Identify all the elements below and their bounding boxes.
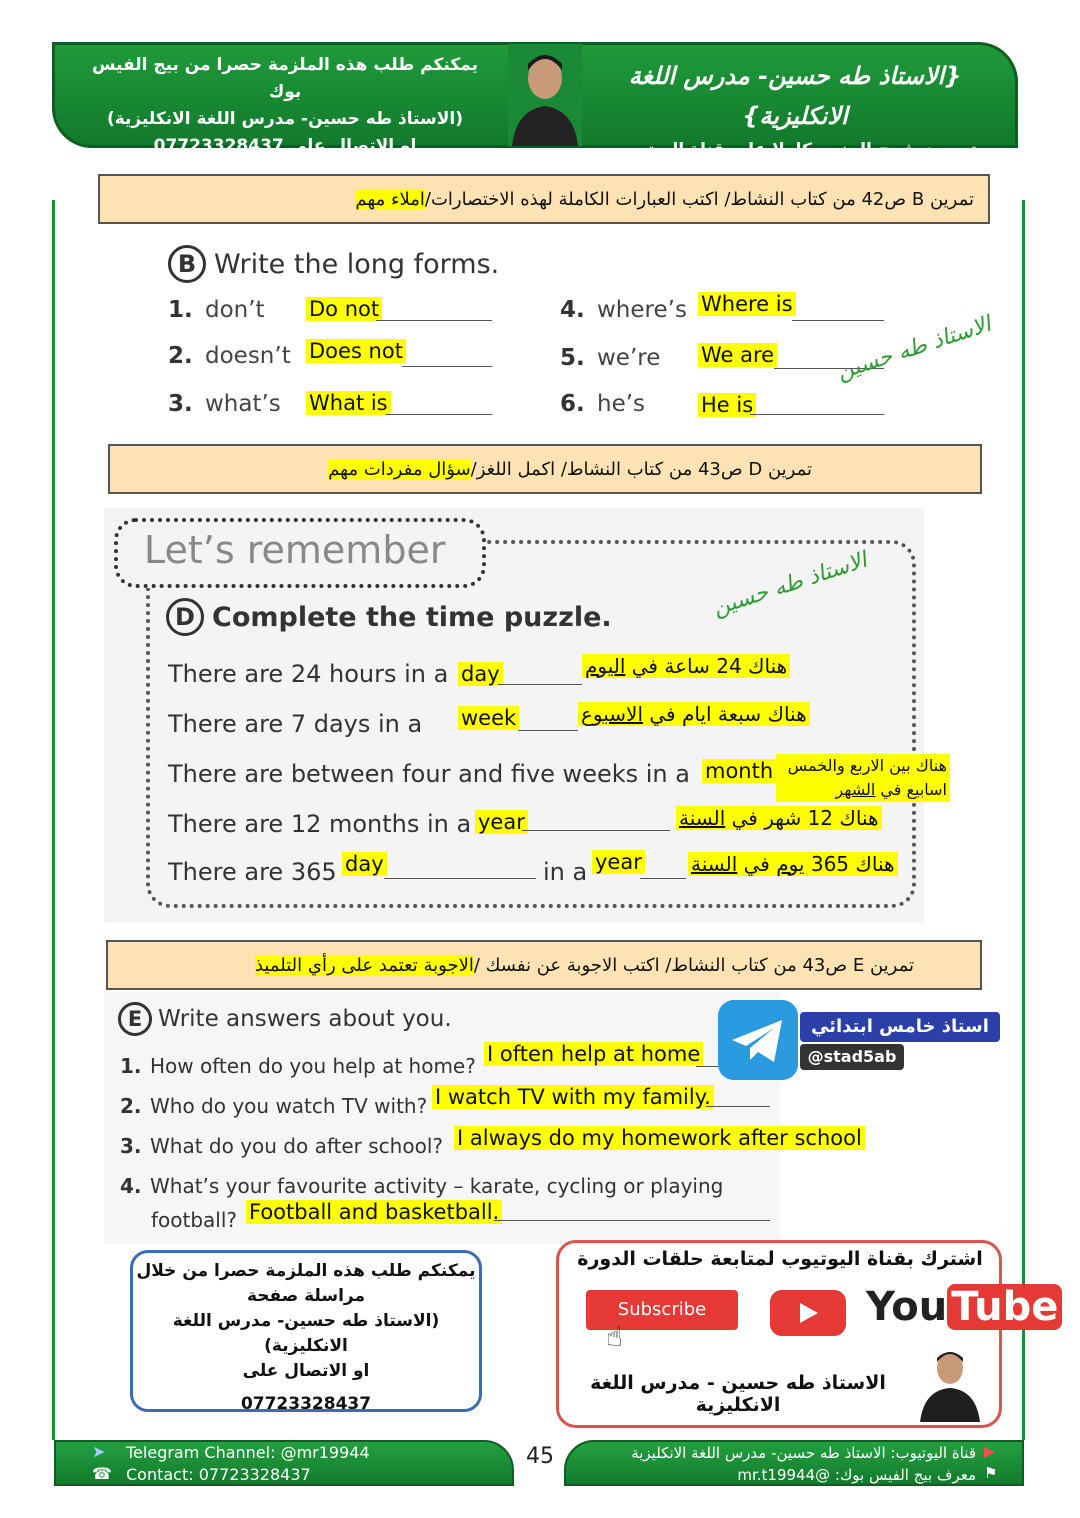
e-answer-4: Football and basketball.	[246, 1200, 502, 1224]
youtube-small-icon: ▶	[984, 1444, 995, 1460]
item-number: 4.	[560, 297, 585, 323]
order-line-2: مراسلة صفحة	[246, 1286, 366, 1306]
question: Who do you watch TV with?	[150, 1094, 428, 1118]
arabic-text: هناك سبعة ايام في	[643, 702, 807, 726]
watermark-d: الاستاذ طه حسين	[710, 547, 871, 622]
arabic-text: هناك 24 ساعة في	[625, 654, 788, 678]
order-phone: 07723328437	[240, 1394, 372, 1414]
answer-line	[518, 730, 578, 731]
item-number: 2.	[120, 1094, 142, 1118]
puzzle-sentence-5-start: There are 365	[168, 858, 337, 886]
exercise-e-item-4	[120, 1174, 724, 1198]
short-form: what’s	[205, 391, 281, 417]
answer-line	[376, 320, 492, 321]
answer-line	[386, 414, 492, 415]
arabic-text: هناك 365	[804, 852, 895, 876]
answer-line	[494, 1220, 770, 1221]
answer-line	[750, 414, 884, 415]
footer-facebook-id: معرف بيج الفيس بوك: @mr.t19944	[737, 1466, 976, 1484]
header-order-info	[80, 52, 490, 160]
youtube-logo-you: You	[866, 1284, 948, 1330]
exercise-e-title: Write answers about you.	[158, 1006, 452, 1032]
header-subtitle: تجدون شرح المنهج كاملا على قناة اليوتيوب	[613, 140, 977, 160]
puzzle-answer-4: year	[475, 810, 528, 834]
puzzle-sentence-2: There are 7 days in a	[168, 710, 423, 738]
question: How often do you help at home?	[150, 1054, 476, 1078]
header-left-line2: (الاستاذ طه حسين- مدرس اللغة الانكليزية)	[106, 109, 464, 129]
youtube-logo-tube: Tube	[947, 1284, 1062, 1330]
exercise-b-letter: B	[168, 245, 206, 283]
puzzle-arabic-3	[776, 754, 950, 802]
exercise-b-item-5	[560, 345, 661, 371]
arabic-key: الاسبوع	[581, 702, 644, 726]
arabic-text: في	[737, 852, 777, 876]
exercise-b-item-3	[168, 391, 281, 417]
exercise-b-title: Write the long forms.	[214, 248, 500, 280]
subscribe-button[interactable]: Subscribe	[586, 1290, 738, 1330]
exercise-e-instruction-highlight: الاجوبة تعتمد على رأي التلميذ	[254, 954, 474, 976]
header-left-line3: او الاتصال على 07723328437	[153, 136, 417, 156]
order-info-box	[130, 1250, 482, 1412]
puzzle-arabic-5	[688, 852, 898, 876]
puzzle-arabic-4	[676, 806, 882, 830]
answer-line	[402, 366, 492, 367]
exercise-e-letter: E	[118, 1002, 152, 1036]
exercise-e-item-2	[120, 1094, 428, 1118]
arabic-text: هناك بين الاربع والخمس اسابيع في	[787, 756, 947, 799]
puzzle-answer-5a: day	[342, 852, 387, 876]
exercise-e-item-4-line2: football?	[151, 1208, 238, 1232]
short-form: we’re	[597, 345, 661, 371]
page-number: 45	[526, 1444, 554, 1469]
question: What do you do after school?	[150, 1134, 443, 1158]
exercise-e-item-1	[120, 1054, 476, 1078]
exercise-d-letter: D	[166, 598, 204, 636]
item-number: 3.	[120, 1134, 142, 1158]
item-number: 2.	[168, 343, 193, 369]
youtube-teacher-name: الاستاذ طه حسين - مدرس اللغة الانكليزية	[590, 1372, 886, 1416]
youtube-logo	[866, 1284, 1062, 1330]
answer-4: Where is	[698, 292, 796, 316]
arabic-key: السنة	[691, 852, 738, 876]
exercise-d-title: Complete the time puzzle.	[212, 601, 612, 633]
exercise-b-item-6	[560, 391, 646, 417]
puzzle-answer-2: week	[458, 706, 519, 730]
header-title-box	[600, 56, 990, 192]
exercise-d-instruction-text: تمرين D ص43 من كتاب النشاط/ اكمل اللغز/	[470, 458, 812, 480]
telegram-small-icon: ➤	[92, 1442, 106, 1461]
short-form: doesn’t	[205, 343, 291, 369]
exercise-b-item-2	[168, 343, 291, 369]
order-line-1: يمكنكم طلب هذه الملزمة حصرا من خلال	[136, 1261, 476, 1281]
arabic-key: السنة	[679, 806, 726, 830]
flag-icon: ⚑	[984, 1464, 998, 1482]
puzzle-arabic-2	[578, 702, 810, 726]
answer-line	[706, 1106, 770, 1107]
short-form: where’s	[597, 297, 687, 323]
arabic-key: يوم	[776, 852, 805, 876]
item-number: 6.	[560, 391, 585, 417]
youtube-box-title: اشترك بقناة اليوتيوب لمتابعة حلقات الدورة	[577, 1248, 983, 1270]
exercise-e-heading	[118, 1002, 452, 1036]
telegram-badge-handle[interactable]: @stad5ab	[800, 1044, 904, 1070]
item-number: 1.	[120, 1054, 142, 1078]
answer-line	[640, 878, 686, 879]
watermark-b: الاستاذ طه حسين	[834, 311, 995, 386]
puzzle-sentence-5-mid: in a	[543, 858, 588, 886]
answer-3: What is	[306, 391, 391, 415]
footer-telegram: Telegram Channel: @mr19944	[126, 1443, 370, 1462]
answer-6: He is	[698, 393, 756, 417]
item-number: 4.	[120, 1174, 142, 1198]
puzzle-sentence-3: There are between four and five weeks in a	[168, 760, 690, 788]
puzzle-answer-3: month	[702, 759, 776, 783]
footer-contact: Contact: 07723328437	[126, 1465, 311, 1484]
phone-icon: ☎	[92, 1464, 112, 1483]
arabic-text: هناك 12 شهر في	[725, 806, 879, 830]
exercise-d-instruction	[108, 444, 982, 494]
answer-line	[522, 830, 670, 831]
teacher-avatar-icon	[918, 1346, 982, 1422]
exercise-b-instruction-highlight: املاء مهم	[355, 188, 425, 210]
right-border-line	[1022, 200, 1025, 1440]
exercise-b-heading	[168, 245, 499, 283]
exercise-e-instruction-text: تمرين E ص43 من كتاب النشاط/ اكتب الاجوبة عن نفسك /	[473, 954, 914, 976]
exercise-b-instruction-text: تمرين B ص42 من كتاب النشاط/ اكتب العبارات الكاملة لهذه الاختصارات/	[424, 188, 974, 210]
e-answer-2: I watch TV with my family.	[432, 1085, 714, 1109]
short-form: he’s	[597, 391, 646, 417]
short-form: don’t	[205, 297, 265, 323]
hand-cursor-icon: ☝	[606, 1320, 624, 1353]
answer-line	[792, 320, 884, 321]
answer-5: We are	[698, 343, 777, 367]
item-number: 1.	[168, 297, 193, 323]
exercise-b-item-1	[168, 297, 265, 323]
exercise-d-instruction-highlight: سؤال مفردات مهم	[328, 458, 471, 480]
item-number: 3.	[168, 391, 193, 417]
order-line-3: (الاستاذ طه حسين- مدرس اللغة الانكليزية)	[172, 1311, 440, 1356]
footer-youtube-channel: قناة اليوتيوب: الاستاذ طه حسين- مدرس اللغة الانكليزية	[631, 1444, 976, 1462]
answer-line	[696, 1066, 720, 1067]
question-line-1: What’s your favourite activity – karate, cycling or playing	[150, 1174, 724, 1198]
exercise-b-instruction	[98, 174, 990, 224]
telegram-badge-title[interactable]: استاذ خامس ابتدائي	[800, 1012, 1000, 1042]
puzzle-arabic-1	[582, 654, 790, 678]
exercise-e-item-3	[120, 1134, 443, 1158]
puzzle-sentence-4: There are 12 months in a	[168, 810, 472, 838]
header-left-line1: يمكنكم طلب هذه الملزمة حصرا من بيج الفيس بوك	[91, 55, 479, 102]
lets-remember-label: Let’s remember	[144, 528, 446, 572]
exercise-b-item-4	[560, 297, 687, 323]
header-title: {الاستاذ طه حسين- مدرس اللغة الانكليزية}	[628, 62, 962, 130]
answer-line	[384, 878, 536, 879]
arabic-key: اليوم	[585, 654, 626, 678]
exercise-d-heading	[166, 598, 612, 636]
puzzle-answer-5b: year	[592, 850, 645, 874]
telegram-icon[interactable]	[718, 1000, 798, 1080]
answer-2: Does not	[306, 339, 406, 363]
left-border-line	[52, 200, 55, 1440]
answer-line	[498, 684, 582, 685]
item-number: 5.	[560, 345, 585, 371]
e-answer-1: I often help at home	[484, 1042, 703, 1066]
puzzle-answer-1: day	[458, 662, 503, 686]
order-line-4: او الاتصال على	[242, 1361, 370, 1381]
teacher-photo-icon	[508, 44, 582, 146]
youtube-play-icon[interactable]	[770, 1290, 846, 1336]
arabic-key: الشهر	[835, 780, 876, 799]
exercise-e-instruction	[106, 940, 982, 990]
answer-1: Do not	[306, 297, 382, 321]
puzzle-sentence-1: There are 24 hours in a	[168, 660, 449, 688]
e-answer-3: I always do my homework after school	[454, 1126, 865, 1150]
